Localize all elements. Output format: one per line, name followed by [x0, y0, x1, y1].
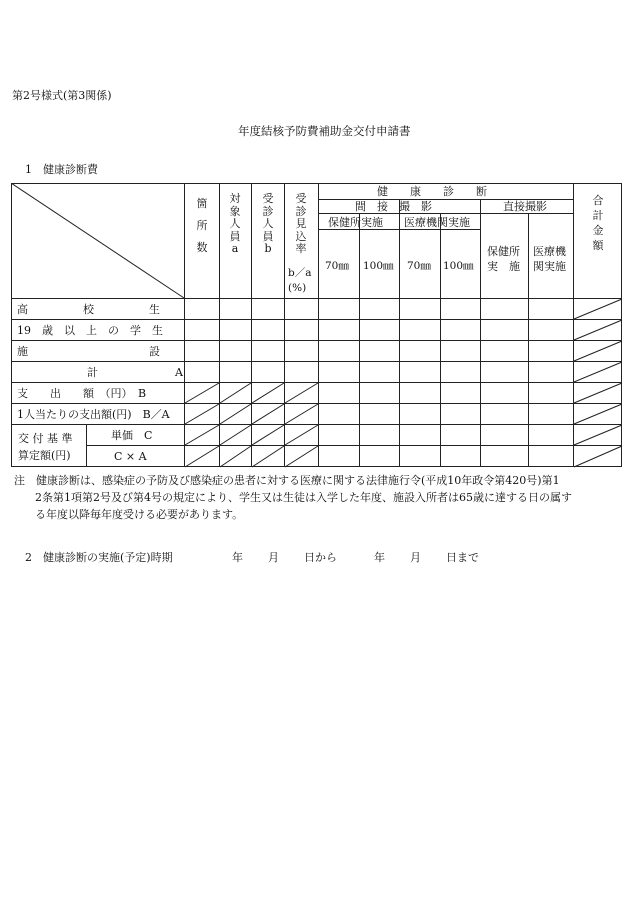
col-rate-unit: (%) [288, 282, 307, 294]
document-title: 年度結核予防費補助金交付申請書 [238, 124, 411, 138]
section-2-heading: 2 健康診断の実施(予定)時期 [25, 551, 173, 564]
row-high-school: 高 校 生 [17, 303, 160, 316]
col-total-label: 合 計 金 額 [592, 194, 604, 252]
col-70mm-hc: 70㎜ [325, 260, 349, 272]
col-direct-label: 直接撮影 [503, 200, 547, 213]
col-70mm-med: 70㎜ [407, 260, 431, 272]
row-grant-criteria: 交 付 基 準 算定額(円) [18, 432, 73, 462]
col-100mm-med: 100㎜ [443, 260, 474, 272]
from-month: 月 [268, 551, 279, 564]
col-sites-label: 箇 所 数 [196, 197, 208, 254]
row-per-person: 1人当たりの支出額(円) B／A [17, 408, 170, 421]
to-month: 月 [410, 551, 421, 564]
section-1-heading: 1 健康診断費 [25, 163, 98, 176]
col-examined-label: 受 診 人 員 b [262, 192, 274, 255]
col-direct-med-label: 医療機 関実施 [533, 245, 566, 273]
to-day: 日まで [446, 551, 479, 564]
col-rate-label: 受 診 見 込 率 [295, 192, 307, 255]
col-med-label: 医療機関実施 [404, 216, 470, 229]
row-expenditure-b: 支 出 額 （円） B [17, 387, 147, 400]
row-facility: 施 設 [17, 345, 160, 358]
col-indirect-label: 間 接 撮 影 [355, 200, 432, 213]
note-text: 注 健康診断は、感染症の予防及び感染症の患者に対する医療に関する法律施行令(平成10年政令第420号)第1 2条第1項第2号及び第4号の規定により、学生又は生徒は入学した年度、施設入所者は65歳に達する日の属す る年度以降毎年度受ける必要があります。 [14, 474, 572, 521]
from-day: 日から [304, 551, 337, 564]
row-c-times-a: C × A [114, 450, 147, 463]
col-hc-label: 保健所実施 [328, 216, 383, 229]
col-100mm-hc: 100㎜ [363, 260, 394, 272]
col-rate-formula: b／a [288, 267, 312, 279]
row-university-19plus: 19 歳 以 上 の 学 生 [17, 324, 163, 337]
to-year: 年 [374, 551, 385, 564]
from-year: 年 [232, 551, 243, 564]
col-target-label: 対 象 人 員 a [229, 192, 241, 255]
col-health-exam-label: 健 康 診 断 [377, 185, 487, 198]
row-total-a: 計 A [87, 366, 183, 379]
form-number: 第2号様式(第3関係) [12, 89, 112, 102]
row-unit-price-c: 単価 C [111, 429, 153, 442]
col-direct-hc-label: 保健所 実 施 [487, 245, 520, 273]
